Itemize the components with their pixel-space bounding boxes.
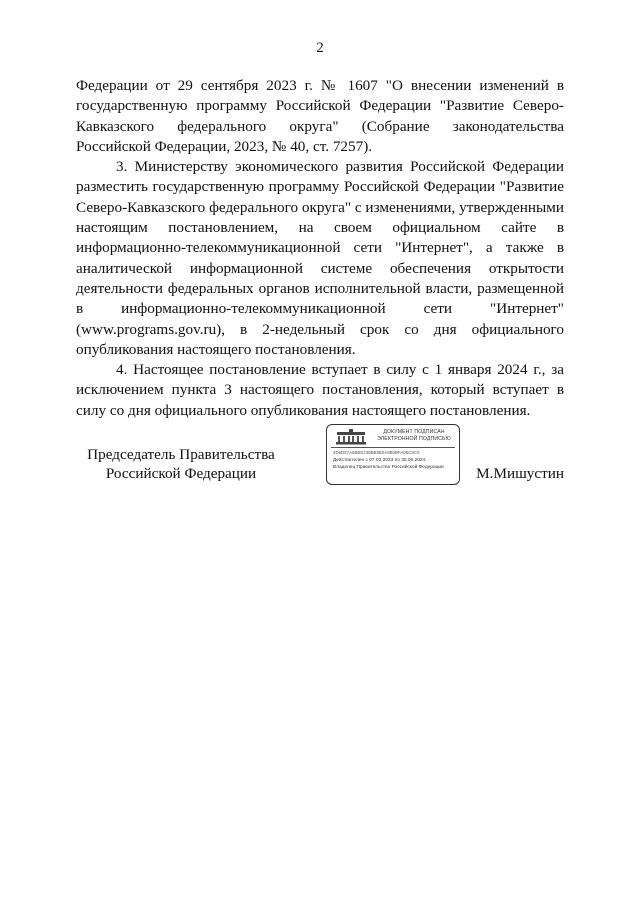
electronic-signature-stamp (326, 424, 460, 485)
document-body (76, 76, 564, 421)
paragraph-item-3: 3. Министерству экономического развития Российской Федерации разместить государственную программу Российской Федерации "Развитие Северо-Кавказского федерального округа" с изменениями, утвержденными настоящим постановлением, на своем официальном сайте в информационно-телекоммуникационной сети "Интернет", а также в аналитической информационной системе обеспечения открытости деятельности федеральных органов исполнительной власти, размещенной в информационно-телекоммуникационной сети "Интернет" (www.programs.gov.ru), в 2-недельный срок со дня официального опубликования настоящего постановления. (76, 158, 564, 358)
stamp-certificate: 4D6D57A6BBE239BB8B0A8B0BFA05C8C0 (333, 450, 420, 455)
signer-title (76, 445, 286, 483)
stamp-validity: Действителен с 07.03.2023 по 30.05.2024 (333, 458, 426, 463)
signer-name: М.Мишустин (476, 465, 564, 482)
stamp-divider (331, 447, 455, 448)
paragraph-continuation: Федерации от 29 сентября 2023 г. № 1607 "О внесении изменений в государственную программу Российской Федерации "Развитие Северо-Кавказского федерального округа" (Собрание законодательства Российской Федерации, 2023, № 40, ст. 7257). (76, 77, 564, 155)
stamp-title-line-1: ДОКУМЕНТ ПОДПИСАН (383, 429, 445, 435)
signer-title-line-1: Председатель Правительства (87, 446, 275, 463)
signer-title-line-2: Российской Федерации (105, 465, 257, 482)
page-number: 2 (316, 40, 324, 56)
stamp-owner: Владелец Правительство Российской Федерации (333, 465, 444, 470)
stamp-title-line-2: ЭЛЕКТРОННОЙ ПОДПИСЬЮ (377, 436, 451, 442)
stamp-title (371, 429, 457, 443)
paragraph-item-4: 4. Настоящее постановление вступает в силу с 1 января 2024 г., за исключением пункта 3 настоящего постановления, который вступает в силу со дня официального опубликования настоящего постановления. (76, 361, 564, 419)
signature-block (76, 420, 564, 500)
government-building-icon (335, 429, 367, 445)
